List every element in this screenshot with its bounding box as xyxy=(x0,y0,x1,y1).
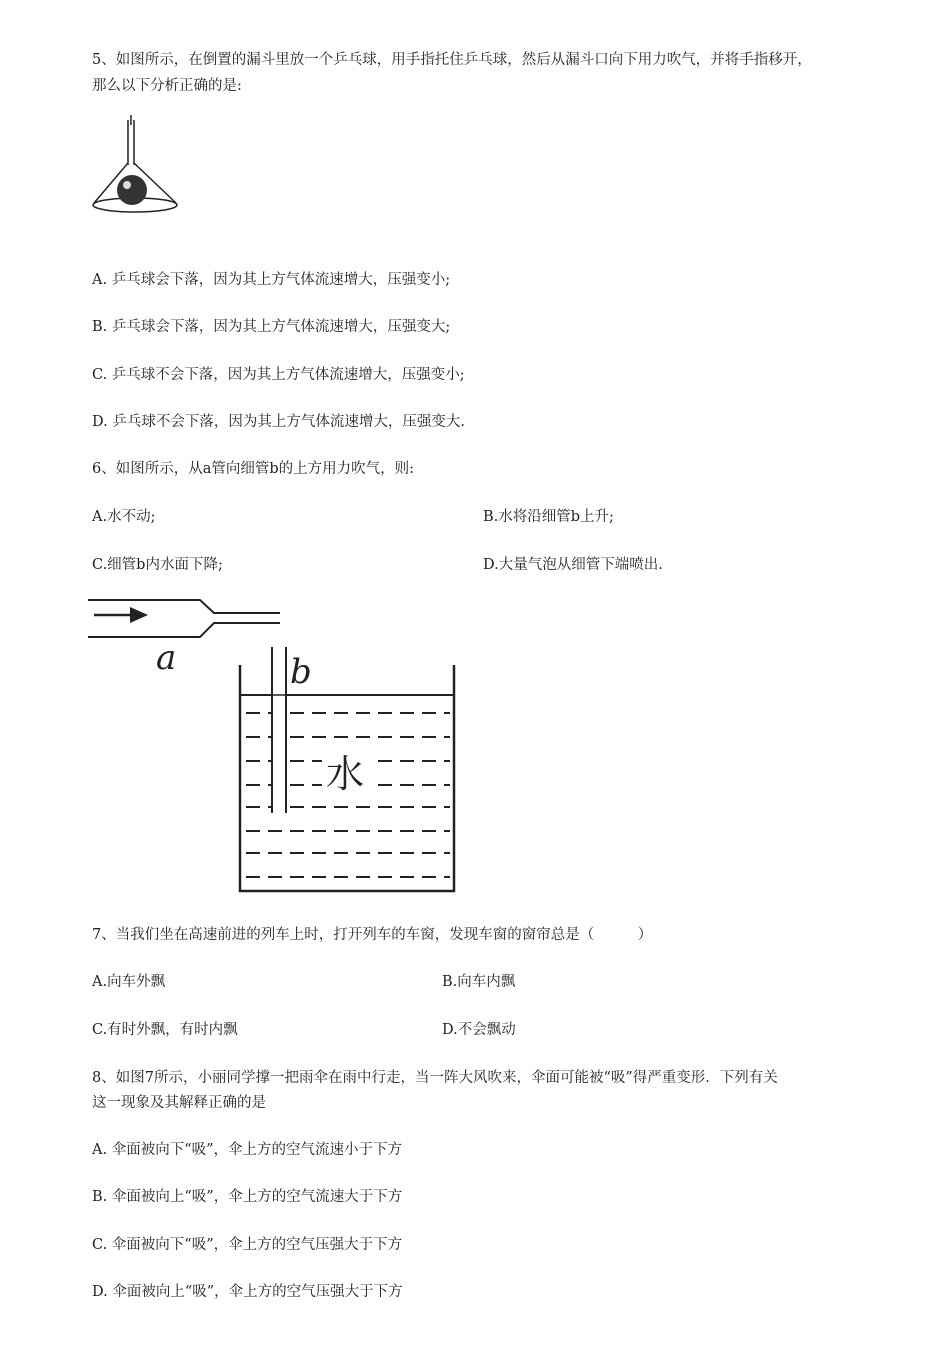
q6-stem: 6、如图所示，从a管向细管b的上方用力吹气，则: xyxy=(92,461,415,477)
q8-stem-line2: 这一现象及其解释正确的是 xyxy=(92,1095,266,1111)
q5-option-b: B. 乒乓球会下落，因为其上方气体流速增大，压强变大; xyxy=(92,319,451,335)
q5-stem-line2: 那么以下分析正确的是: xyxy=(92,78,242,94)
q6-option-b: B.水将沿细管b上升; xyxy=(483,509,614,525)
q5-stem-line1: 5、如图所示，在倒置的漏斗里放一个乒乓球，用手指托住乒乓球，然后从漏斗口向下用力吹气，并将手指移开， xyxy=(92,52,812,68)
q7-option-c: C.有时外飘，有时内飘 xyxy=(92,1022,238,1038)
q7-option-a: A.向车外飘 xyxy=(92,974,166,990)
q7-option-b: B.向车内飘 xyxy=(442,974,516,990)
funnel-figure xyxy=(88,115,188,220)
q8-stem-line1: 8、如图7所示，小丽同学撑一把雨伞在雨中行走，当一阵大风吹来，伞面可能被“吸”得严重变形．下列有关 xyxy=(92,1070,778,1086)
q8-option-c: C. 伞面被向下“吸”，伞上方的空气压强大于下方 xyxy=(92,1237,403,1253)
q5-option-c: C. 乒乓球不会下落，因为其上方气体流速增大，压强变小; xyxy=(92,367,465,383)
label-a: a xyxy=(156,638,177,678)
label-water: 水 xyxy=(326,752,365,796)
q6-option-c: C.细管b内水面下降; xyxy=(92,557,223,573)
q5-option-a: A. 乒乓球会下落，因为其上方气体流速增大，压强变小; xyxy=(92,272,451,288)
q8-option-a: A. 伞面被向下“吸”，伞上方的空气流速小于下方 xyxy=(92,1142,403,1158)
q8-option-b: B. 伞面被向上“吸”，伞上方的空气流速大于下方 xyxy=(92,1189,403,1205)
tube-water-figure xyxy=(88,595,468,895)
q8-option-d: D. 伞面被向上“吸”，伞上方的空气压强大于下方 xyxy=(92,1284,403,1300)
label-b: b xyxy=(290,652,312,692)
q7-option-d: D.不会飘动 xyxy=(442,1022,516,1038)
q7-stem: 7、当我们坐在高速前进的列车上时，打开列车的车窗，发现车窗的窗帘总是（ ） xyxy=(92,927,653,943)
q6-option-d: D.大量气泡从细管下端喷出. xyxy=(483,557,663,573)
q6-option-a: A.水不动; xyxy=(92,509,156,525)
q5-option-d: D. 乒乓球不会下落，因为其上方气体流速增大，压强变大. xyxy=(92,414,465,430)
